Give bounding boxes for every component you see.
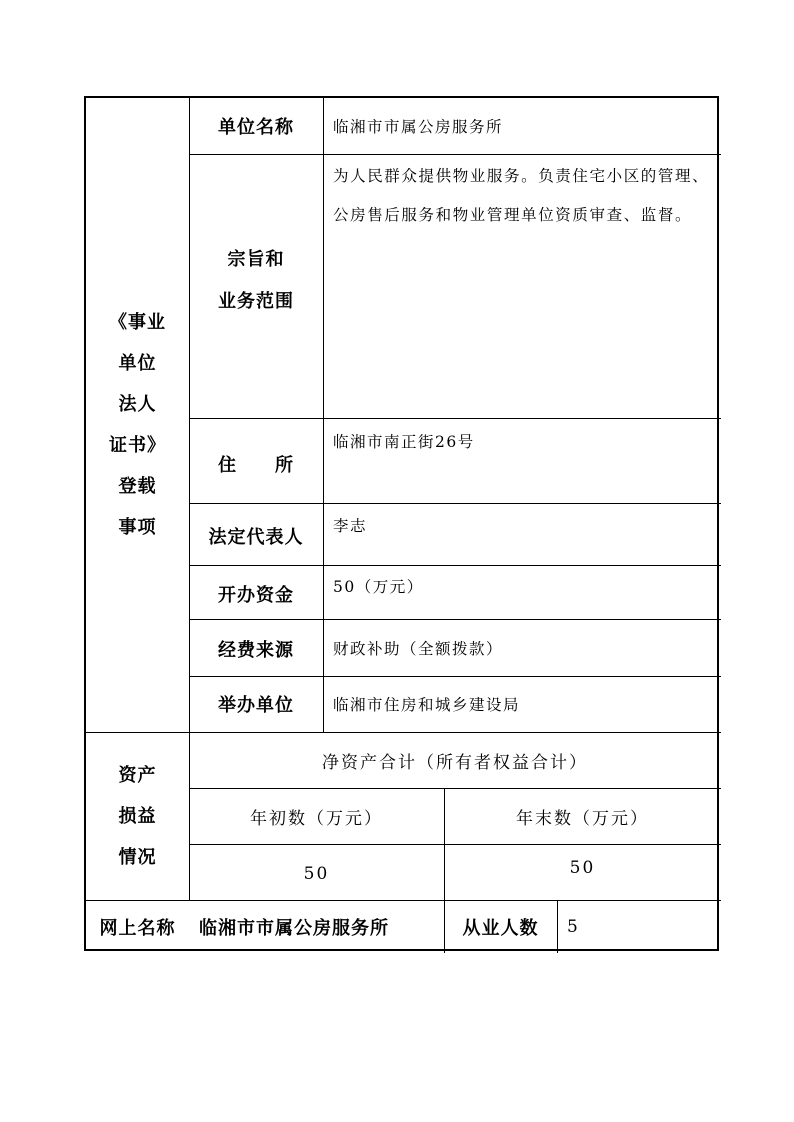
section-title-line-6: 事项: [118, 517, 157, 538]
purpose-label-line-1: 宗旨和: [227, 249, 285, 270]
registration-section-title: [86, 98, 189, 732]
end-of-year-value: 50: [569, 858, 596, 878]
funding-value: 财政补助（全额拨款）: [333, 639, 504, 658]
sponsor-value: 临湘市住房和城乡建设局: [333, 696, 521, 714]
section-title-line-5: 登载: [118, 476, 157, 497]
purpose-label: [189, 154, 323, 418]
purpose-value: [323, 154, 721, 418]
sponsor-label: 举办单位: [218, 695, 294, 716]
purpose-label-line-2: 业务范围: [218, 291, 294, 312]
assets-section-title: [86, 732, 189, 900]
start-of-year-header: 年初数（万元）: [250, 808, 383, 829]
net-assets-header: 净资产合计（所有者权益合计）: [322, 752, 588, 773]
legal-rep-value: 李志: [333, 517, 368, 535]
staff-count-label: 从业人数: [462, 917, 539, 939]
capital-value: 50（万元）: [333, 578, 424, 596]
unit-name-value: 临湘市市属公房服务所: [333, 118, 504, 136]
section-title-line-4: 证书》: [109, 435, 166, 456]
funding-label: 经费来源: [218, 639, 294, 661]
end-of-year-header: 年末数（万元）: [516, 808, 649, 829]
assets-title-line-3: 情况: [118, 846, 157, 868]
assets-title-line-1: 资产: [118, 764, 157, 786]
legal-rep-label: 法定代表人: [208, 527, 304, 548]
section-title-line-2: 单位: [118, 353, 157, 374]
online-name-value: 临湘市市属公房服务所: [199, 917, 389, 939]
registration-table: [84, 96, 719, 951]
assets-title-line-2: 损益: [118, 805, 157, 827]
online-name-label: 网上名称: [99, 917, 176, 939]
capital-label: 开办资金: [218, 585, 294, 606]
section-title-line-1: 《事业: [109, 312, 166, 333]
staff-count-value: 5: [567, 916, 580, 937]
purpose-text: 为人民群众提供物业服务。负责住宅小区的管理、公房售后服务和物业管理单位资质审查、监督。: [333, 167, 710, 224]
unit-name-label: 单位名称: [218, 117, 294, 138]
start-of-year-value: 50: [303, 864, 330, 884]
address-value: 临湘市南正街26号: [333, 433, 475, 451]
section-title-line-3: 法人: [118, 394, 157, 415]
address-label: 住 所: [218, 454, 294, 476]
